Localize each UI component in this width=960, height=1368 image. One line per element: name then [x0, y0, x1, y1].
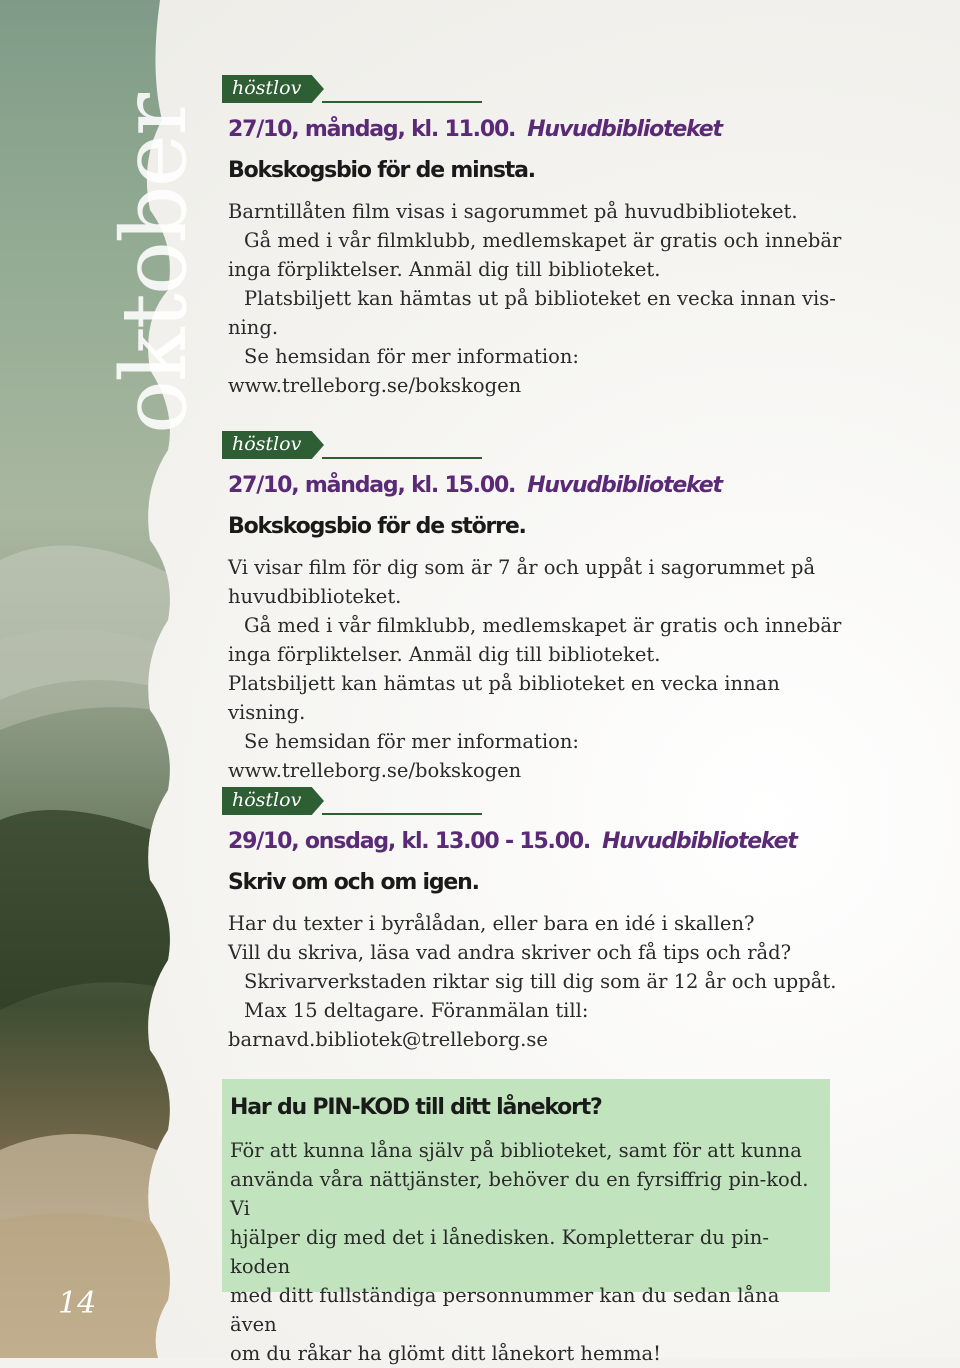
event-title: Skriv om och om igen.: [228, 870, 479, 895]
pin-code-info-box: [222, 1079, 830, 1365]
tag-underline: [322, 101, 482, 103]
event-title: Bokskogsbio för de större.: [228, 514, 526, 539]
info-line: om du råkar ha glömt ditt lånekort hemma!: [230, 1342, 661, 1365]
event-datetime: [228, 117, 862, 142]
info-heading: Har du PIN-KOD till ditt lånekort?: [230, 1095, 602, 1120]
event-venue: Huvudbiblioteket: [527, 473, 722, 498]
event-venue: Huvudbiblioteket: [527, 117, 722, 142]
info-line: använda våra nättjänster, behöver du en fyrsiffrig pin-kod. Vi: [230, 1168, 809, 1220]
info-line: hjälper dig med det i lånedisken. Kompletterar du pin-koden: [230, 1226, 769, 1278]
event-3: [222, 787, 862, 1054]
desc-line: Gå med i vår filmklubb, medlemskapet är gratis och innebär: [244, 229, 842, 252]
desc-line: Vi visar film för dig som är 7 år och uppåt i sagorummet på: [228, 556, 816, 579]
event-1: [222, 75, 862, 400]
desc-line: Skrivarverkstaden riktar sig till dig som är 12 år och uppåt.: [244, 970, 837, 993]
event-title: Bokskogsbio för de minsta.: [228, 158, 535, 183]
event-tag: [222, 787, 862, 817]
desc-line: inga förpliktelser. Anmäl dig till biblioteket.: [228, 258, 661, 281]
month-label: [14, 60, 207, 440]
info-line: med ditt fullständiga personnummer kan du sedan låna även: [230, 1284, 780, 1336]
event-description: [228, 553, 862, 785]
event-date: 29/10, onsdag, kl. 13.00 - 15.00.: [228, 829, 591, 854]
desc-line: Gå med i vår filmklubb, medlemskapet är gratis och innebär: [244, 614, 842, 637]
tag-label: höstlov: [232, 433, 302, 455]
desc-line: Vill du skriva, läsa vad andra skriver och få tips och råd?: [228, 941, 792, 964]
info-line: För att kunna låna själv på biblioteket, samt för att kunna: [230, 1139, 802, 1162]
tag-underline: [322, 813, 482, 815]
event-datetime: [228, 473, 862, 498]
desc-line: huvudbiblioteket.: [228, 585, 402, 608]
event-venue: Huvudbiblioteket: [602, 829, 797, 854]
month-text: oktober: [102, 95, 207, 434]
tag-underline: [322, 457, 482, 459]
event-tag: [222, 75, 862, 105]
event-tag: [222, 431, 862, 461]
event-email-link[interactable]: barnavd.bibliotek@trelleborg.se: [228, 1028, 548, 1051]
desc-line: Platsbiljett kan hämtas ut på biblioteket en vecka innan visning.: [228, 672, 780, 724]
desc-line: ning.: [228, 316, 279, 339]
tag-label: höstlov: [232, 789, 302, 811]
event-description: [228, 197, 862, 400]
desc-line: Har du texter i byrålådan, eller bara en idé i skallen?: [228, 912, 755, 935]
event-date: 27/10, måndag, kl. 11.00.: [228, 117, 516, 142]
event-2: [222, 431, 862, 785]
desc-line: Barntillåten film visas i sagorummet på huvudbiblioteket.: [228, 200, 798, 223]
desc-line: Platsbiljett kan hämtas ut på biblioteket en vecka innan vis-: [244, 287, 836, 310]
event-description: [228, 909, 862, 1054]
event-link[interactable]: www.trelleborg.se/bokskogen: [228, 374, 522, 397]
event-date: 27/10, måndag, kl. 15.00.: [228, 473, 516, 498]
page-number: 14: [58, 1286, 97, 1321]
info-text: [230, 1136, 820, 1368]
desc-line: Se hemsidan för mer information:: [244, 730, 579, 753]
event-datetime: [228, 829, 862, 854]
event-link[interactable]: www.trelleborg.se/bokskogen: [228, 759, 522, 782]
desc-line: inga förpliktelser. Anmäl dig till biblioteket.: [228, 643, 661, 666]
tag-label: höstlov: [232, 77, 302, 99]
desc-line: Max 15 deltagare. Föranmälan till:: [244, 999, 589, 1022]
desc-line: Se hemsidan för mer information:: [244, 345, 579, 368]
